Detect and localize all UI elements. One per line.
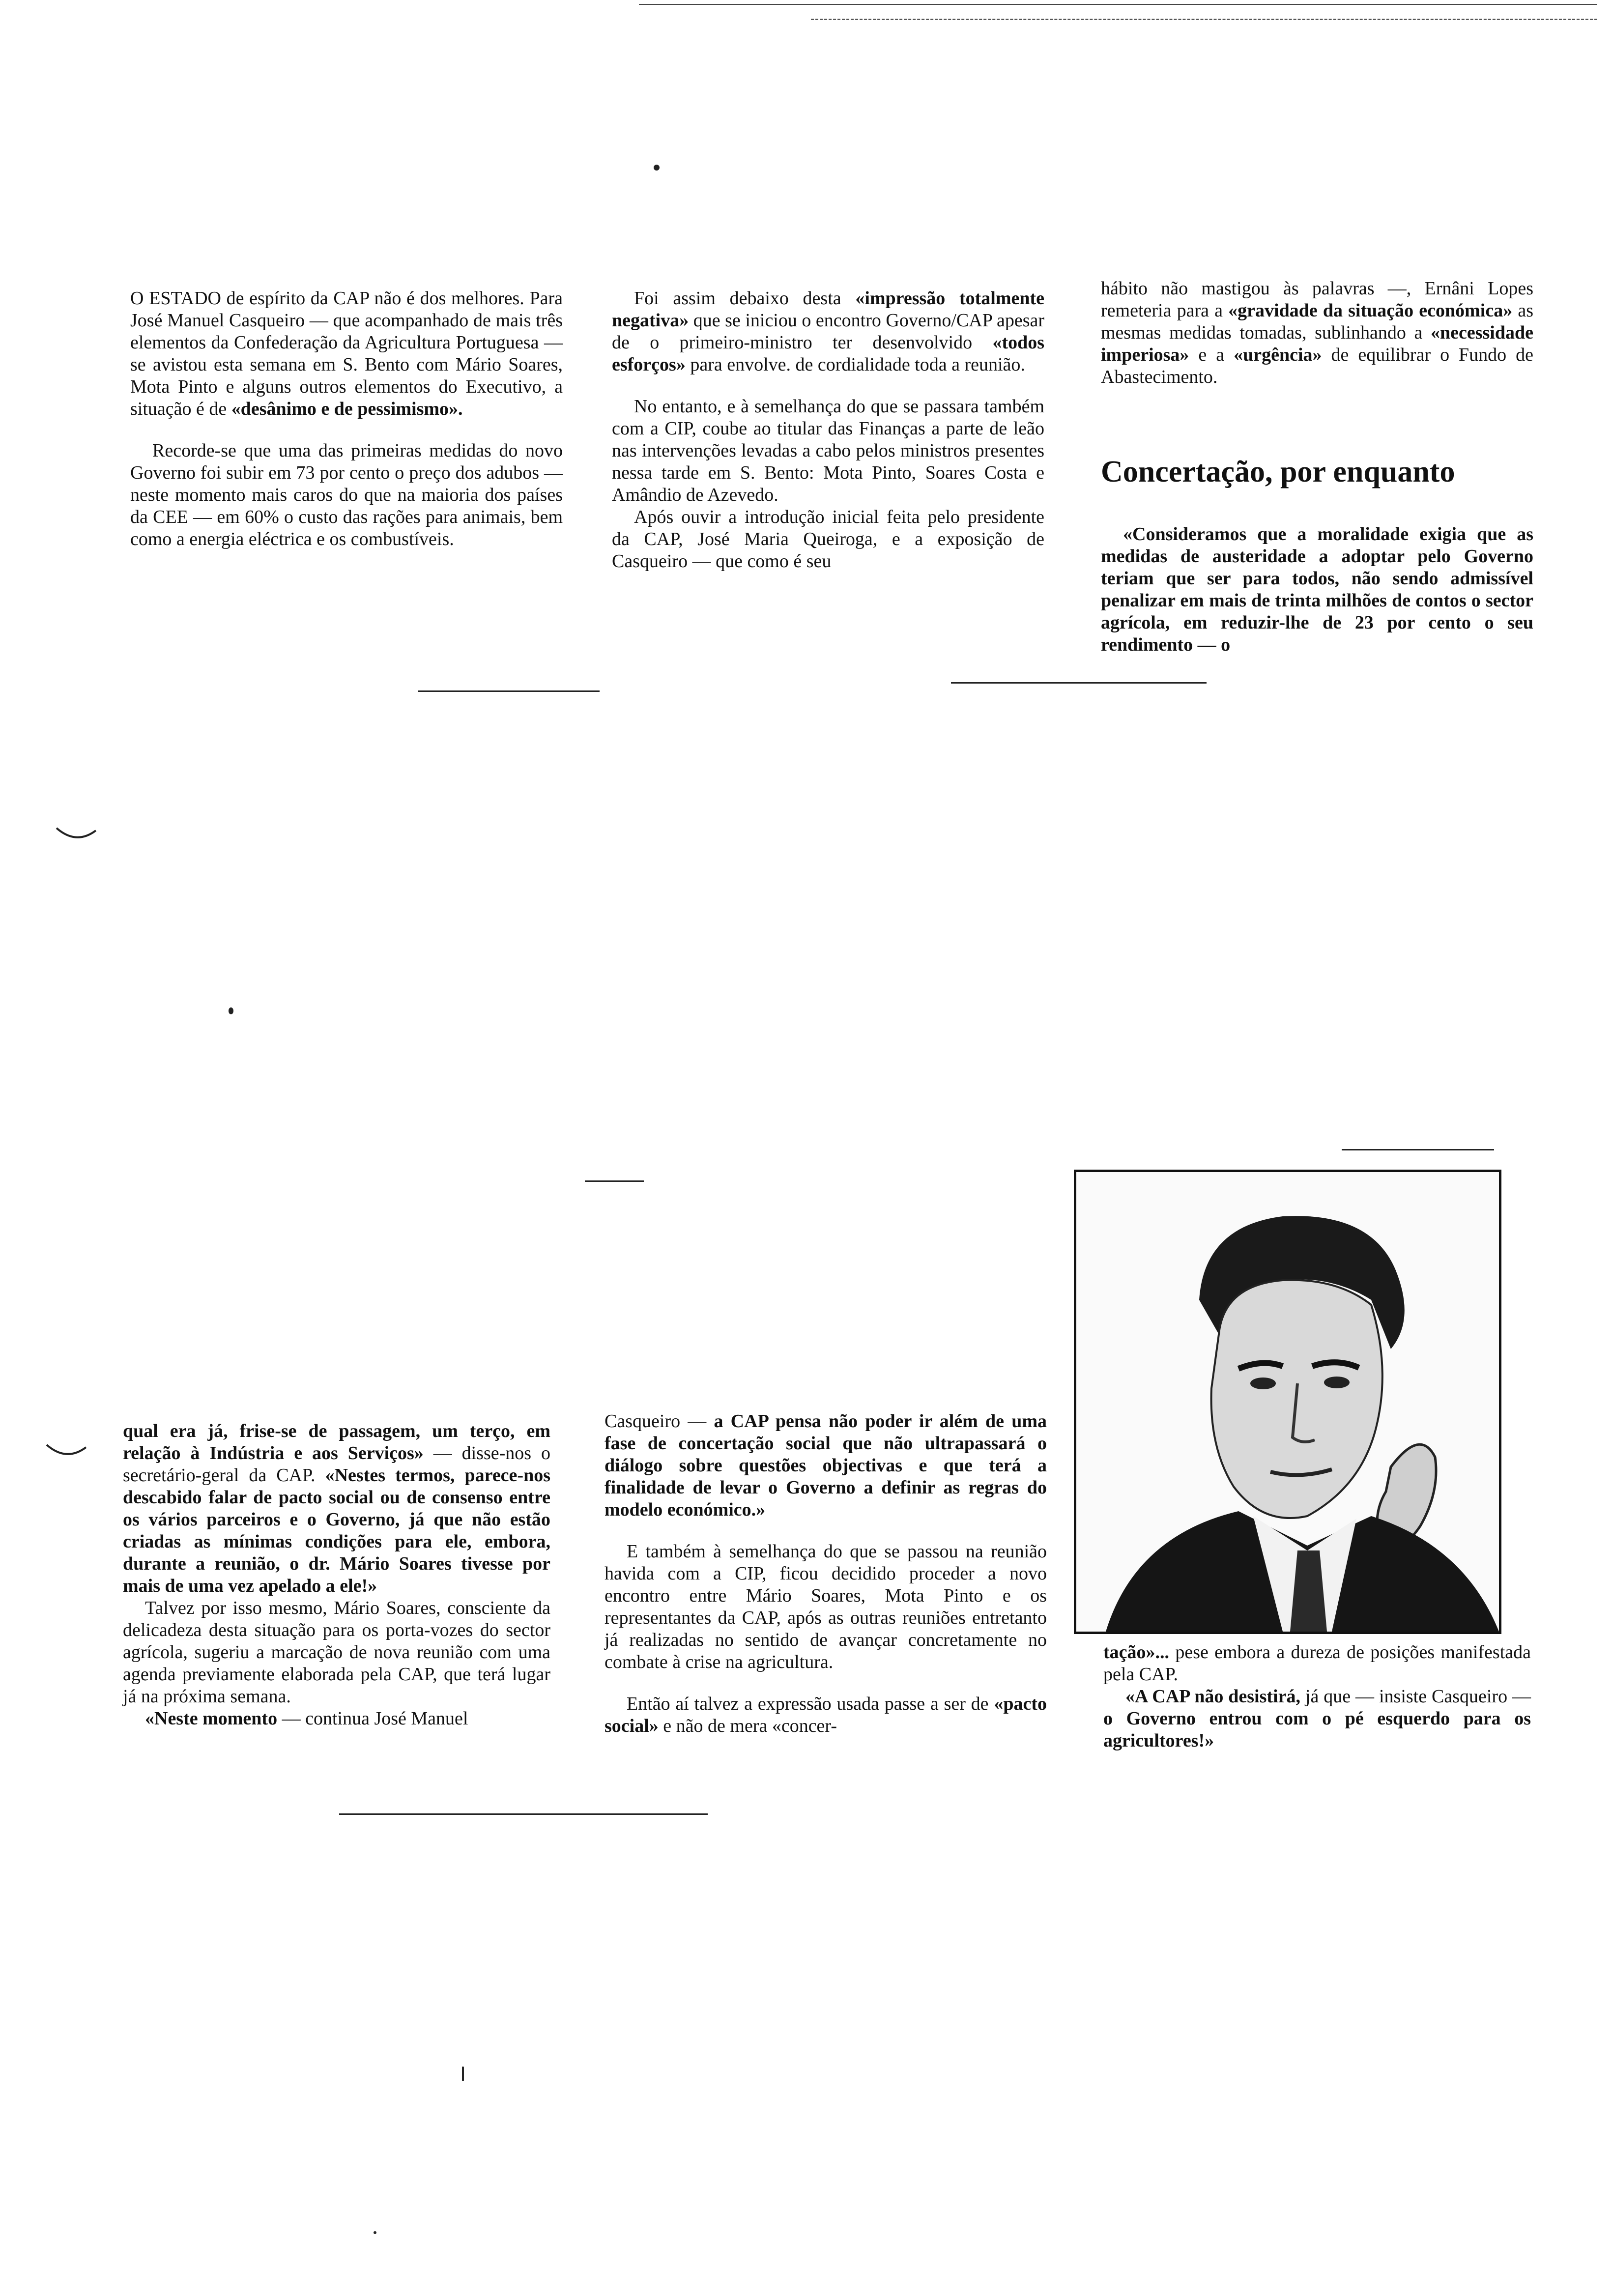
bold-quote: «impressão totalmente negativa» [612,288,1044,331]
scan-speck [374,2231,376,2234]
column-divider-line [951,682,1207,684]
bold-quote: «desânimo e de pessimismo». [231,399,463,419]
bold-quote: «Nestes termos, parece-nos descabido falar de pacto social ou de consenso entre os vários parceiros e o Governo, já que não estão criadas as mínimas condições para ele, embora, durante a reunião, o dr. Mário Soares tivesse por mais de uma vez apelado a ele!» [123,1465,550,1596]
text: — disse-nos o secretário-geral da CAP. [123,1443,550,1486]
scan-edge-line [639,4,1597,5]
bold-quote: tação»... [1103,1642,1170,1663]
punch-hole-mark [54,826,98,845]
paragraph [123,1708,550,1730]
paragraph: Recorde-se que uma das primeiras medidas do novo Governo foi subir em 73 por cento o preço dos adubos — neste momento mais caros do que na maioria dos países da CEE — em 60% o custo das rações para animais, bem como a energia eléctrica e os combustíveis. [130,440,563,549]
paragraph: E também à semelhança do que se passou na reunião havida com a CIP, ficou decidido proceder a novo encontro entre Mário Soares, Mota Pinto e os representantes da CAP, após as outras reuniões entretanto já realizadas no sentido de avançar concretamente no combate à crise na agricultura. [604,1541,1047,1672]
column-divider-line [339,1813,708,1815]
text: e a [1198,344,1225,365]
column-3-top [1101,278,1533,388]
bold-quote: a CAP pensa não poder ir além de uma fase de concertação social que não ultrapassará o diálogo sobre questões objectivas e que terá a finalidade de levar o Governo a definir as regras do modelo económico.» [604,1411,1047,1520]
bold-quote: qual era já, frise-se de passagem, um terço, em relação à Indústria e aos Serviços» [123,1421,550,1464]
bold-quote: «todos esforços» [612,332,1045,375]
text: Então aí talvez a expressão usada passe a ser de [627,1693,989,1714]
text: hábito não mastigou às palavras —, Ernâni Lopes remeteria para a [1101,278,1533,321]
text: de equilibrar o Fundo de Abastecimento. [1101,344,1534,387]
paragraph: Talvez por isso mesmo, Mário Soares, consciente da delicadeza desta situação para os porta-vozes do sector agrícola, sugeriu a marcação de nova reunião com uma agenda previamente elaborada pela CAP, que terá lugar já na próxima semana. [123,1598,550,1707]
paragraph [130,287,563,420]
scan-speck [229,1007,233,1014]
bold-quote: «urgência» [1234,344,1322,365]
text: — continua José Manuel [282,1708,468,1729]
paragraph: Após ouvir a introdução inicial feita pelo presidente da CAP, José Maria Queiroga, e a exposição de Casqueiro — que como é seu [612,507,1044,572]
text: O ESTADO de espírito da CAP não é dos melhores. Para José Manuel Casqueiro — que acompanhado de mais três elementos da Confederação da Agricultura Portuguesa — se avistou esta semana em S. Bento com Mário Soares, Mota Pinto e alguns outros elementos do Executivo, a situação é de [130,288,563,419]
paragraph [604,1410,1047,1521]
scan-speck [654,165,660,171]
bold-quote: «necessidade imperiosa» [1101,322,1533,365]
paragraph [1103,1641,1531,1686]
bold-quote: «A CAP não desistirá, [1125,1686,1300,1707]
column-1-top [130,287,563,550]
column-2-top [612,287,1044,573]
text: Foi assim debaixo desta [634,288,841,309]
section-heading: Concertação, por enquanto [1101,455,1455,488]
portrait-illustration [1076,1172,1499,1632]
column-divider-line [585,1180,644,1182]
scan-edge-dashes [811,19,1597,20]
column-divider-line [418,690,600,692]
scan-speck [462,2066,464,2081]
paragraph [123,1420,550,1597]
paragraph: «Consideramos que a moralidade exigia que as medidas de austeridade a adoptar pelo Governo teriam que ser para todos, não sendo admissível penalizar em mais de trinta milhões de contos o sector agrícola, em reduzir-lhe de 23 por cento o seu rendimento — o [1101,524,1533,655]
text: e não de mera «concer- [663,1716,837,1736]
bold-quote: «pacto social» [604,1693,1047,1736]
paragraph [1101,278,1533,388]
portrait-photo [1074,1170,1501,1634]
paragraph [612,287,1044,376]
bold-quote: «Neste momento [145,1708,278,1729]
text: as mesmas medidas tomadas, sublinhando a [1101,300,1534,343]
paragraph [1103,1686,1531,1752]
column-3-bottom [1103,1641,1531,1752]
text: que se iniciou o encontro Governo/CAP apesar de o primeiro-ministro ter desenvolvido [612,310,1045,353]
punch-hole-mark [44,1442,88,1462]
bold-quote: o Governo entrou com o pé esquerdo para os agricultores!» [1103,1708,1531,1751]
paragraph: No entanto, e à semelhança do que se passara também com a CIP, coube ao titular das Finanças a parte de leão nas intervenções levadas a cabo pelos ministros presentes nessa tarde em S. Bento: Mota Pinto, Soares Costa e Amândio de Azevedo. [612,396,1044,505]
text: Casqueiro — [604,1411,707,1432]
text: pese embora a dureza de posições manifestada pela CAP. [1103,1642,1531,1685]
column-2-bottom [604,1410,1047,1737]
text: para envolve. de cordialidade toda a reunião. [690,354,1025,375]
text: já que — insiste Casqueiro — [1305,1686,1531,1707]
column-1-bottom [123,1420,550,1730]
paragraph [604,1693,1047,1737]
column-3-quote [1101,523,1533,656]
bold-quote: «gravidade da situação económica» [1228,300,1513,321]
column-divider-line [1342,1149,1494,1150]
